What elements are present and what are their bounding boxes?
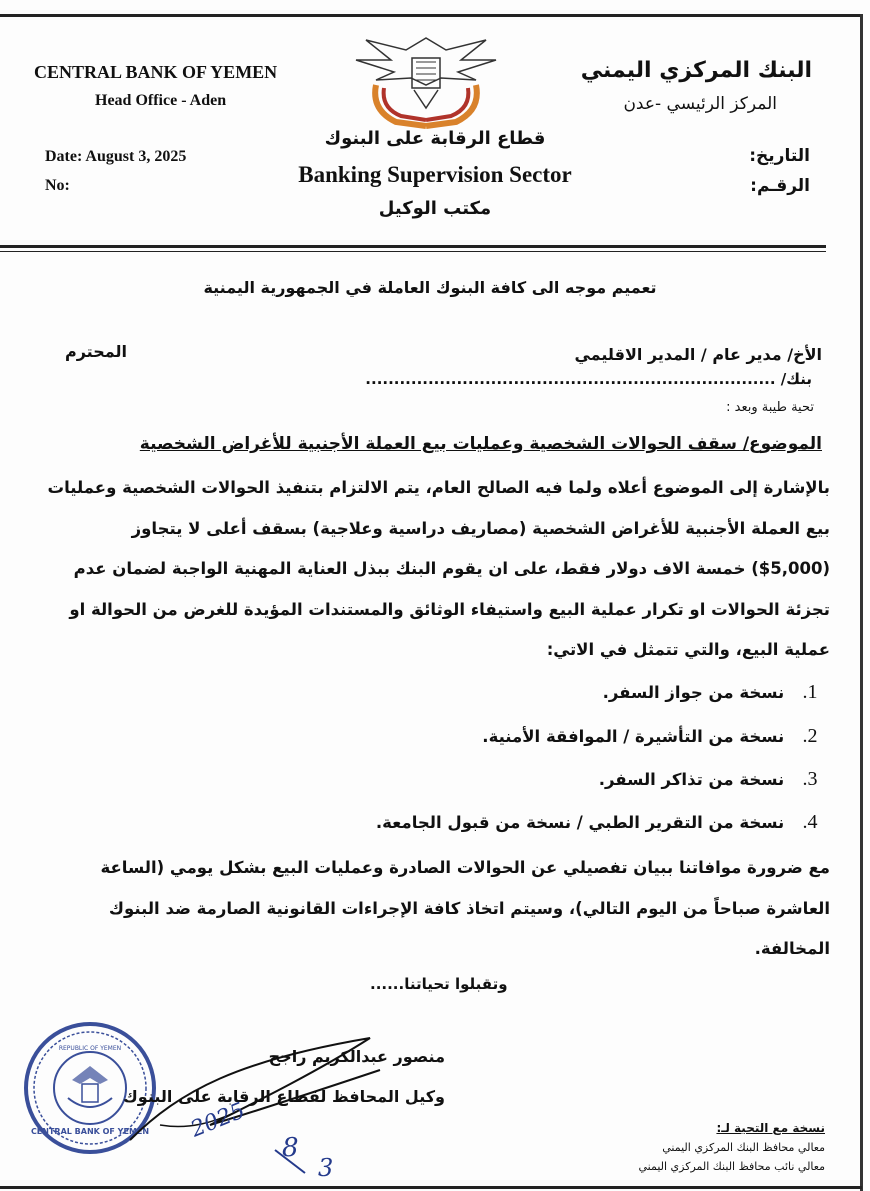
respected: المحترم xyxy=(65,342,127,361)
list-item-text: نسخة من التأشيرة / الموافقة الأمنية. xyxy=(482,727,785,746)
copies-line: معالي نائب محافظ البنك المركزي اليمني xyxy=(638,1160,825,1173)
copies-line: معالي محافظ البنك المركزي اليمني xyxy=(662,1141,825,1154)
page-border-top xyxy=(0,14,862,17)
list-item xyxy=(482,725,830,748)
office-en: Head Office - Aden xyxy=(95,92,227,109)
list-item-text: نسخة من التقرير الطبي / نسخة من قبول الجامعة. xyxy=(375,813,785,832)
regards: وتقبلوا تحياتنا...... xyxy=(370,975,508,993)
list-item-number: 4. xyxy=(802,811,818,833)
page-border-bottom xyxy=(0,1186,862,1189)
list-item xyxy=(599,768,830,791)
bank-name-en: CENTRAL BANK OF YEMEN xyxy=(34,62,278,82)
signatory-title: وكيل المحافظ لقطاع الرقابة على البنوك xyxy=(123,1087,445,1106)
sector-title-en: Banking Supervision Sector xyxy=(298,162,572,187)
date-en: Date: August 3, 2025 xyxy=(45,148,187,165)
signatory-name: منصور عبدالكريم راجح xyxy=(268,1047,445,1066)
number-en: No: xyxy=(45,177,70,194)
body-line: بيع العملة الأجنبية للأغراض الشخصية (مصاريف دراسية وعلاجية) بسقف أعلى لا يتجاوز xyxy=(131,518,830,538)
list-item-number: 2. xyxy=(802,725,818,747)
body-line: عملية البيع، والتي تتمثل في الاتي: xyxy=(546,640,830,659)
deputy-office-ar: مكتب الوكيل xyxy=(378,198,492,219)
list-item-text: نسخة من تذاكر السفر. xyxy=(598,770,785,789)
closing-line: العاشرة صباحاً من اليوم التالي)، وسيتم اتخاذ كافة الإجراءات القانونية الصارمة ضد البنوك xyxy=(108,898,830,918)
body-line: ($5,000) خمسة الاف دولار فقط، على ان يقوم البنك ببذل العناية المهنية الواجبة لضمان عدم xyxy=(73,559,830,578)
closing-line: المخالفة. xyxy=(754,939,830,958)
list-item xyxy=(603,681,830,704)
closing-line: مع ضرورة موافاتنا ببيان تفصيلي عن الحوالات الصادرة وعمليات البيع بشكل يومي (الساعة xyxy=(100,858,830,877)
header-divider-thin xyxy=(0,251,826,252)
stamp-text-top: REPUBLIC OF YEMEN xyxy=(58,1045,122,1052)
body-line: تجزئة الحوالات او تكرار عملية البيع واستيفاء الوثائق والمستندات المؤيدة للغرض من الحوالة او xyxy=(69,599,830,619)
bank-line: بنك/ ........................................................................ xyxy=(365,370,812,388)
list-item-number: 1. xyxy=(802,681,818,703)
greeting: تحية طيبة وبعد : xyxy=(726,400,814,415)
list-item-text: نسخة من جواز السفر. xyxy=(602,683,785,702)
date-ar: التاريخ: xyxy=(749,146,810,166)
office-ar: المركز الرئيسي -عدن xyxy=(623,94,777,114)
body-paragraph xyxy=(40,468,830,671)
header-divider xyxy=(0,245,826,248)
yemen-emblem-icon xyxy=(336,30,516,130)
sector-title-ar: قطاع الرقابة على البنوك xyxy=(324,128,546,149)
page-border-right xyxy=(860,14,863,1191)
subject: الموضوع/ سقف الحوالات الشخصية وعمليات بيع العملة الأجنبية للأغراض الشخصية xyxy=(139,434,822,454)
circular-title: تعميم موجه الى كافة البنوك العاملة في الجمهورية اليمنية xyxy=(203,278,657,297)
addressee: الأخ/ مدير عام / المدير الاقليمي xyxy=(574,345,822,364)
handwritten-month: 8 xyxy=(282,1133,299,1163)
bank-name-ar: البنك المركزي اليمني xyxy=(580,58,812,83)
closing-paragraph xyxy=(40,848,830,970)
copies-heading: نسخة مع التحية لـ: xyxy=(716,1121,825,1135)
list-item xyxy=(376,811,830,834)
stamp-text-bottom: CENTRAL BANK OF YEMEN xyxy=(30,1127,150,1136)
list-item-number: 3. xyxy=(802,768,818,790)
body-line: بالإشارة إلى الموضوع أعلاه ولما فيه الصالح العام، يتم الالتزام بتنفيذ الحوالات الشخصية وعمليات xyxy=(47,478,830,497)
handwritten-day: 3 xyxy=(318,1154,334,1182)
handwritten-year: 2025 xyxy=(187,1098,249,1143)
handwritten-slash-icon xyxy=(270,1145,340,1175)
number-ar: الرقـم: xyxy=(750,176,810,196)
